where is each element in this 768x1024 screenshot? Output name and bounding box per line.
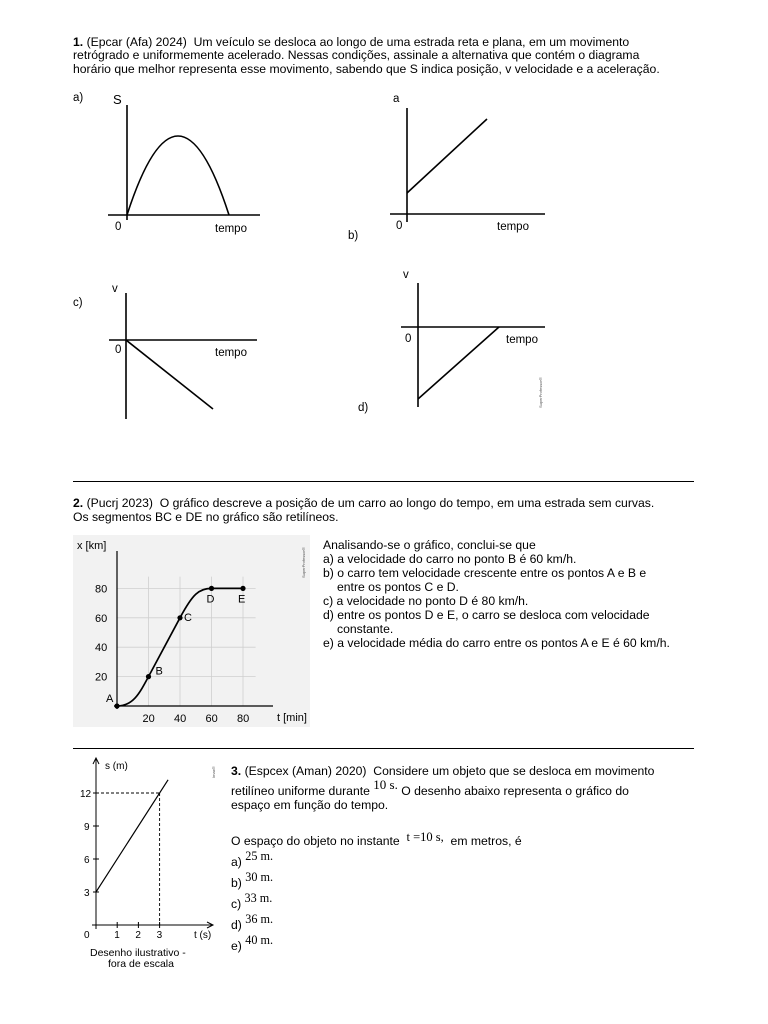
q1-option-c-letter: c) <box>73 297 83 309</box>
q3-option-c <box>231 891 273 912</box>
q2-alt-b-line2: entre os pontos C e D. <box>337 580 459 594</box>
q3-text-line2a: retilíneo uniforme durante <box>231 784 370 798</box>
q3-statement-line2 <box>231 777 629 799</box>
q1-text-line1: Um veículo se desloca ao longo de uma estrada reta e plana, em um movimento <box>193 35 630 49</box>
q1-graph-a-parabola <box>127 136 229 215</box>
q2-ylabel: x [km] <box>77 540 107 552</box>
q2-ytick-label: 20 <box>95 671 108 684</box>
q2-number: 2. <box>73 496 84 510</box>
q2-text-line1: O gráfico descreve a posição de um carro ao longo do tempo, em uma estrada sem curvas. <box>159 496 655 510</box>
q2-point-label: B <box>155 665 163 678</box>
q2-graph <box>73 535 310 727</box>
q3-ytick-label: 12 <box>80 789 92 800</box>
q1-statement-line2: retrógrado e uniformemente acelerado. Nessas condições, assinale a alternativa que contém o diagrama <box>73 48 640 62</box>
q3-option-a-value: 25 m. <box>245 849 273 863</box>
q1-graph-d-line <box>418 327 499 399</box>
q3-series-line <box>96 780 168 892</box>
q1-source: (Epcar (Afa) 2024) <box>86 35 187 49</box>
q3-number: 3. <box>231 764 242 778</box>
q3-duration: 10 s. <box>373 777 398 792</box>
q2-point-e <box>240 586 245 591</box>
q3-caption-line1: Desenho ilustrativo - <box>90 947 186 959</box>
q2-xlabel: t [min] <box>277 712 307 724</box>
q2-ytick-label: 60 <box>95 612 108 625</box>
q1-option-a-letter: a) <box>73 92 84 104</box>
q1-option-a-yaxis: S <box>113 92 122 107</box>
q2-xtick-label: 60 <box>205 713 218 725</box>
q2-point-b <box>146 674 151 679</box>
q3-option-d <box>231 912 273 933</box>
q2-alt-d-line2: constante. <box>337 622 394 636</box>
q3-ytick-label: 9 <box>84 822 90 833</box>
q3-text-line1: Considere um objeto que se desloca em movimento <box>373 764 655 778</box>
q1-graph-b <box>385 100 555 230</box>
q2-point-c <box>177 615 182 620</box>
q3-xlabel: t (s) <box>194 930 212 941</box>
q3-option-b <box>231 870 273 891</box>
q1-graph-b-line <box>407 119 487 193</box>
q2-xtick-label: 80 <box>237 713 250 725</box>
q3-statement-line1 <box>231 764 654 779</box>
q2-alt-b-line1: b) o carro tem velocidade crescente entre os pontos A e B e <box>323 566 647 580</box>
q3-option-e <box>231 933 273 954</box>
q3-ytick-label: 6 <box>84 855 90 866</box>
q1-graph-a <box>100 92 270 235</box>
q2-point-label: D <box>206 593 215 606</box>
q2-alt-a: a) a velocidade do carro no ponto B é 60 km/h. <box>323 552 577 566</box>
q3-question <box>231 830 522 849</box>
q3-graph <box>80 755 222 947</box>
q1-graph-d <box>395 275 555 415</box>
q3-xtick-label: 2 <box>135 930 141 941</box>
q3-question-b: em metros, é <box>450 834 522 848</box>
q3-option-c-value: 33 m. <box>244 891 273 905</box>
q3-question-a: O espaço do objeto no instante <box>231 834 400 848</box>
q1-option-c-origin: 0 <box>115 344 122 356</box>
q2-statement-line2: Os segmentos BC e DE no gráfico são retilíneos. <box>73 510 339 524</box>
q2-statement-line1 <box>73 496 654 511</box>
q3-watermark: Imax® <box>211 766 216 778</box>
q3-source: (Espcex (Aman) 2020) <box>244 764 367 778</box>
q2-point-label: C <box>184 611 192 624</box>
q1-option-d-xaxis: tempo <box>506 334 538 346</box>
q3-option-e-letter: e) <box>231 939 242 953</box>
q3-option-a <box>231 849 273 870</box>
q2-source: (Pucrj 2023) <box>86 496 153 510</box>
q1-option-b-yaxis: a <box>393 93 400 105</box>
q3-xtick-label: 1 <box>114 930 120 941</box>
divider-1 <box>73 481 694 482</box>
q3-option-c-letter: c) <box>231 897 242 911</box>
q3-text-line2b: O desenho abaixo representa o gráfico do <box>401 784 629 798</box>
q3-caption-line2: fora de escala <box>108 958 174 970</box>
q3-option-b-value: 30 m. <box>245 870 273 884</box>
q1-graph-c-line <box>126 340 213 409</box>
q2-xtick-label: 40 <box>174 713 187 725</box>
q2-alt-d-line1: d) entre os pontos D e E, o carro se desloca com velocidade <box>323 608 650 622</box>
q1-option-a-xaxis: tempo <box>215 223 247 235</box>
q1-option-b-origin: 0 <box>396 220 403 232</box>
q2-point-a <box>114 703 119 708</box>
q1-option-d-origin: 0 <box>405 333 412 345</box>
q3-option-d-value: 36 m. <box>245 912 273 926</box>
q1-option-d-letter: d) <box>358 402 369 414</box>
q1-graph-c <box>100 285 270 425</box>
q3-ytick-label: 3 <box>84 888 90 899</box>
q2-point-d <box>209 586 214 591</box>
q1-option-a-origin: 0 <box>115 221 122 233</box>
q3-xtick-label: 0 <box>84 930 90 941</box>
q3-instant: t =10 s, <box>406 830 444 844</box>
q1-option-c-yaxis: v <box>112 283 118 295</box>
q2-point-label: E <box>238 593 246 606</box>
q2-point-label: A <box>106 693 114 705</box>
q3-ylabel: s (m) <box>105 761 128 772</box>
q1-option-b-letter: b) <box>348 230 359 242</box>
q3-option-a-letter: a) <box>231 855 242 869</box>
q2-ytick-label: 40 <box>95 642 108 655</box>
q1-option-b-xaxis: tempo <box>497 221 529 233</box>
q2-ytick-label: 80 <box>95 583 108 596</box>
q3-statement-line3: espaço em função do tempo. <box>231 798 389 812</box>
q2-xtick-label: 20 <box>142 713 155 725</box>
q1-number: 1. <box>73 35 84 49</box>
q1-option-d-yaxis: v <box>403 269 409 281</box>
q2-intro: Analisando-se o gráfico, conclui-se que <box>323 538 536 552</box>
divider-2 <box>73 748 694 749</box>
q2-watermark: SuperProfessor® <box>301 547 306 578</box>
q1-option-c-xaxis: tempo <box>215 347 247 359</box>
q2-alt-c: c) a velocidade no ponto D é 80 km/h. <box>323 594 529 608</box>
q2-alt-e: e) a velocidade média do carro entre os pontos A e E é 60 km/h. <box>323 636 670 650</box>
q3-option-d-letter: d) <box>231 918 242 932</box>
q1-statement-line3: horário que melhor representa esse movimento, sabendo que S indica posição, v velocidade e a aceleração. <box>73 62 660 76</box>
q1-watermark: SuperProfessor® <box>538 377 543 408</box>
q3-xtick-label: 3 <box>156 930 163 941</box>
q3-option-b-letter: b) <box>231 876 242 890</box>
q3-option-e-value: 40 m. <box>245 933 273 947</box>
